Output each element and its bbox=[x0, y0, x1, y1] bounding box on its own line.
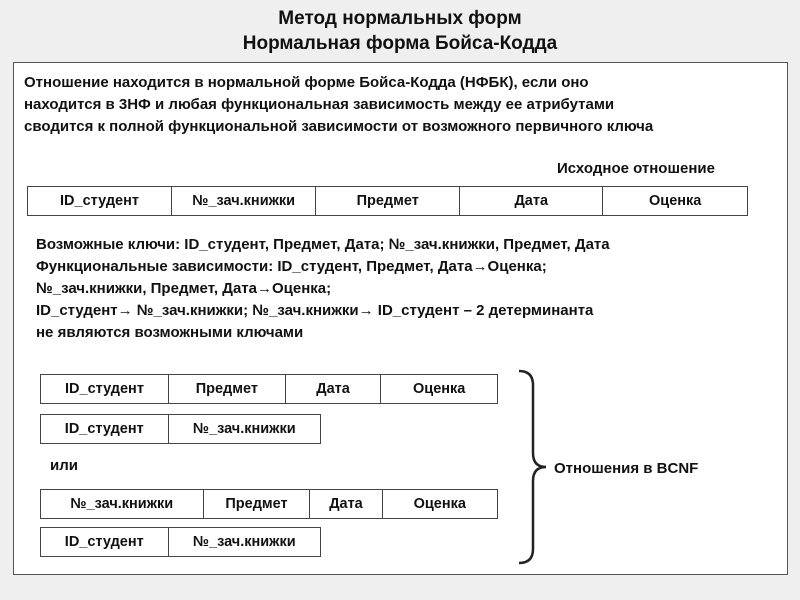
page-title: Метод нормальных форм bbox=[278, 8, 522, 29]
v1t1-cell-date: Дата bbox=[285, 375, 381, 404]
v1t1-cell-subject: Предмет bbox=[168, 375, 285, 404]
candidate-keys-line: Возможные ключи: ID_студент, Предмет, Дата; №_зач.книжки, Предмет, Дата bbox=[36, 236, 610, 253]
dependencies-line-4: не являются возможными ключами bbox=[36, 324, 304, 341]
curly-brace-icon bbox=[515, 369, 551, 565]
bcnf-relations-label: Отношения в BCNF bbox=[554, 460, 699, 477]
dependencies-line-3: ID_студент→ №_зач.книжки; №_зач.книжки→ ID_студент – 2 детерминанта bbox=[36, 302, 594, 319]
source-relation-table bbox=[27, 186, 748, 216]
variant2-table1 bbox=[40, 489, 498, 519]
v2t1-cell-record-book: №_зач.книжки bbox=[41, 490, 204, 519]
dependencies-line-1: Функциональные зависимости: ID_студент, Предмет, Дата→Оценка; bbox=[36, 258, 547, 275]
source-cell-date: Дата bbox=[460, 187, 603, 216]
source-cell-grade: Оценка bbox=[603, 187, 748, 216]
v2t1-cell-subject: Предмет bbox=[203, 490, 310, 519]
v1t1-cell-student-id: ID_студент bbox=[41, 375, 169, 404]
v1t2-cell-record-book: №_зач.книжки bbox=[168, 415, 320, 444]
definition-line-3: сводится к полной функциональной зависимости от возможного первичного ключа bbox=[24, 118, 654, 135]
source-cell-student-id: ID_студент bbox=[28, 187, 172, 216]
source-cell-subject: Предмет bbox=[316, 187, 460, 216]
or-label: или bbox=[50, 457, 78, 474]
v2t2-cell-student-id: ID_студент bbox=[41, 528, 169, 557]
variant1-table1 bbox=[40, 374, 498, 404]
page-subtitle: Нормальная форма Бойса-Кодда bbox=[242, 33, 558, 54]
definition-line-2: находится в 3НФ и любая функциональная зависимость между ее атрибутами bbox=[24, 96, 615, 113]
variant1-table2 bbox=[40, 414, 321, 444]
source-cell-record-book: №_зач.книжки bbox=[172, 187, 316, 216]
v1t2-cell-student-id: ID_студент bbox=[41, 415, 169, 444]
variant2-table2 bbox=[40, 527, 321, 557]
v2t1-cell-date: Дата bbox=[310, 490, 382, 519]
v1t1-cell-grade: Оценка bbox=[381, 375, 498, 404]
dependencies-line-2: №_зач.книжки, Предмет, Дата→Оценка; bbox=[36, 280, 332, 297]
v2t1-cell-grade: Оценка bbox=[382, 490, 498, 519]
definition-line-1: Отношение находится в нормальной форме Бойса-Кодда (НФБК), если оно bbox=[24, 74, 589, 91]
v2t2-cell-record-book: №_зач.книжки bbox=[168, 528, 320, 557]
source-relation-label: Исходное отношение bbox=[557, 160, 715, 177]
